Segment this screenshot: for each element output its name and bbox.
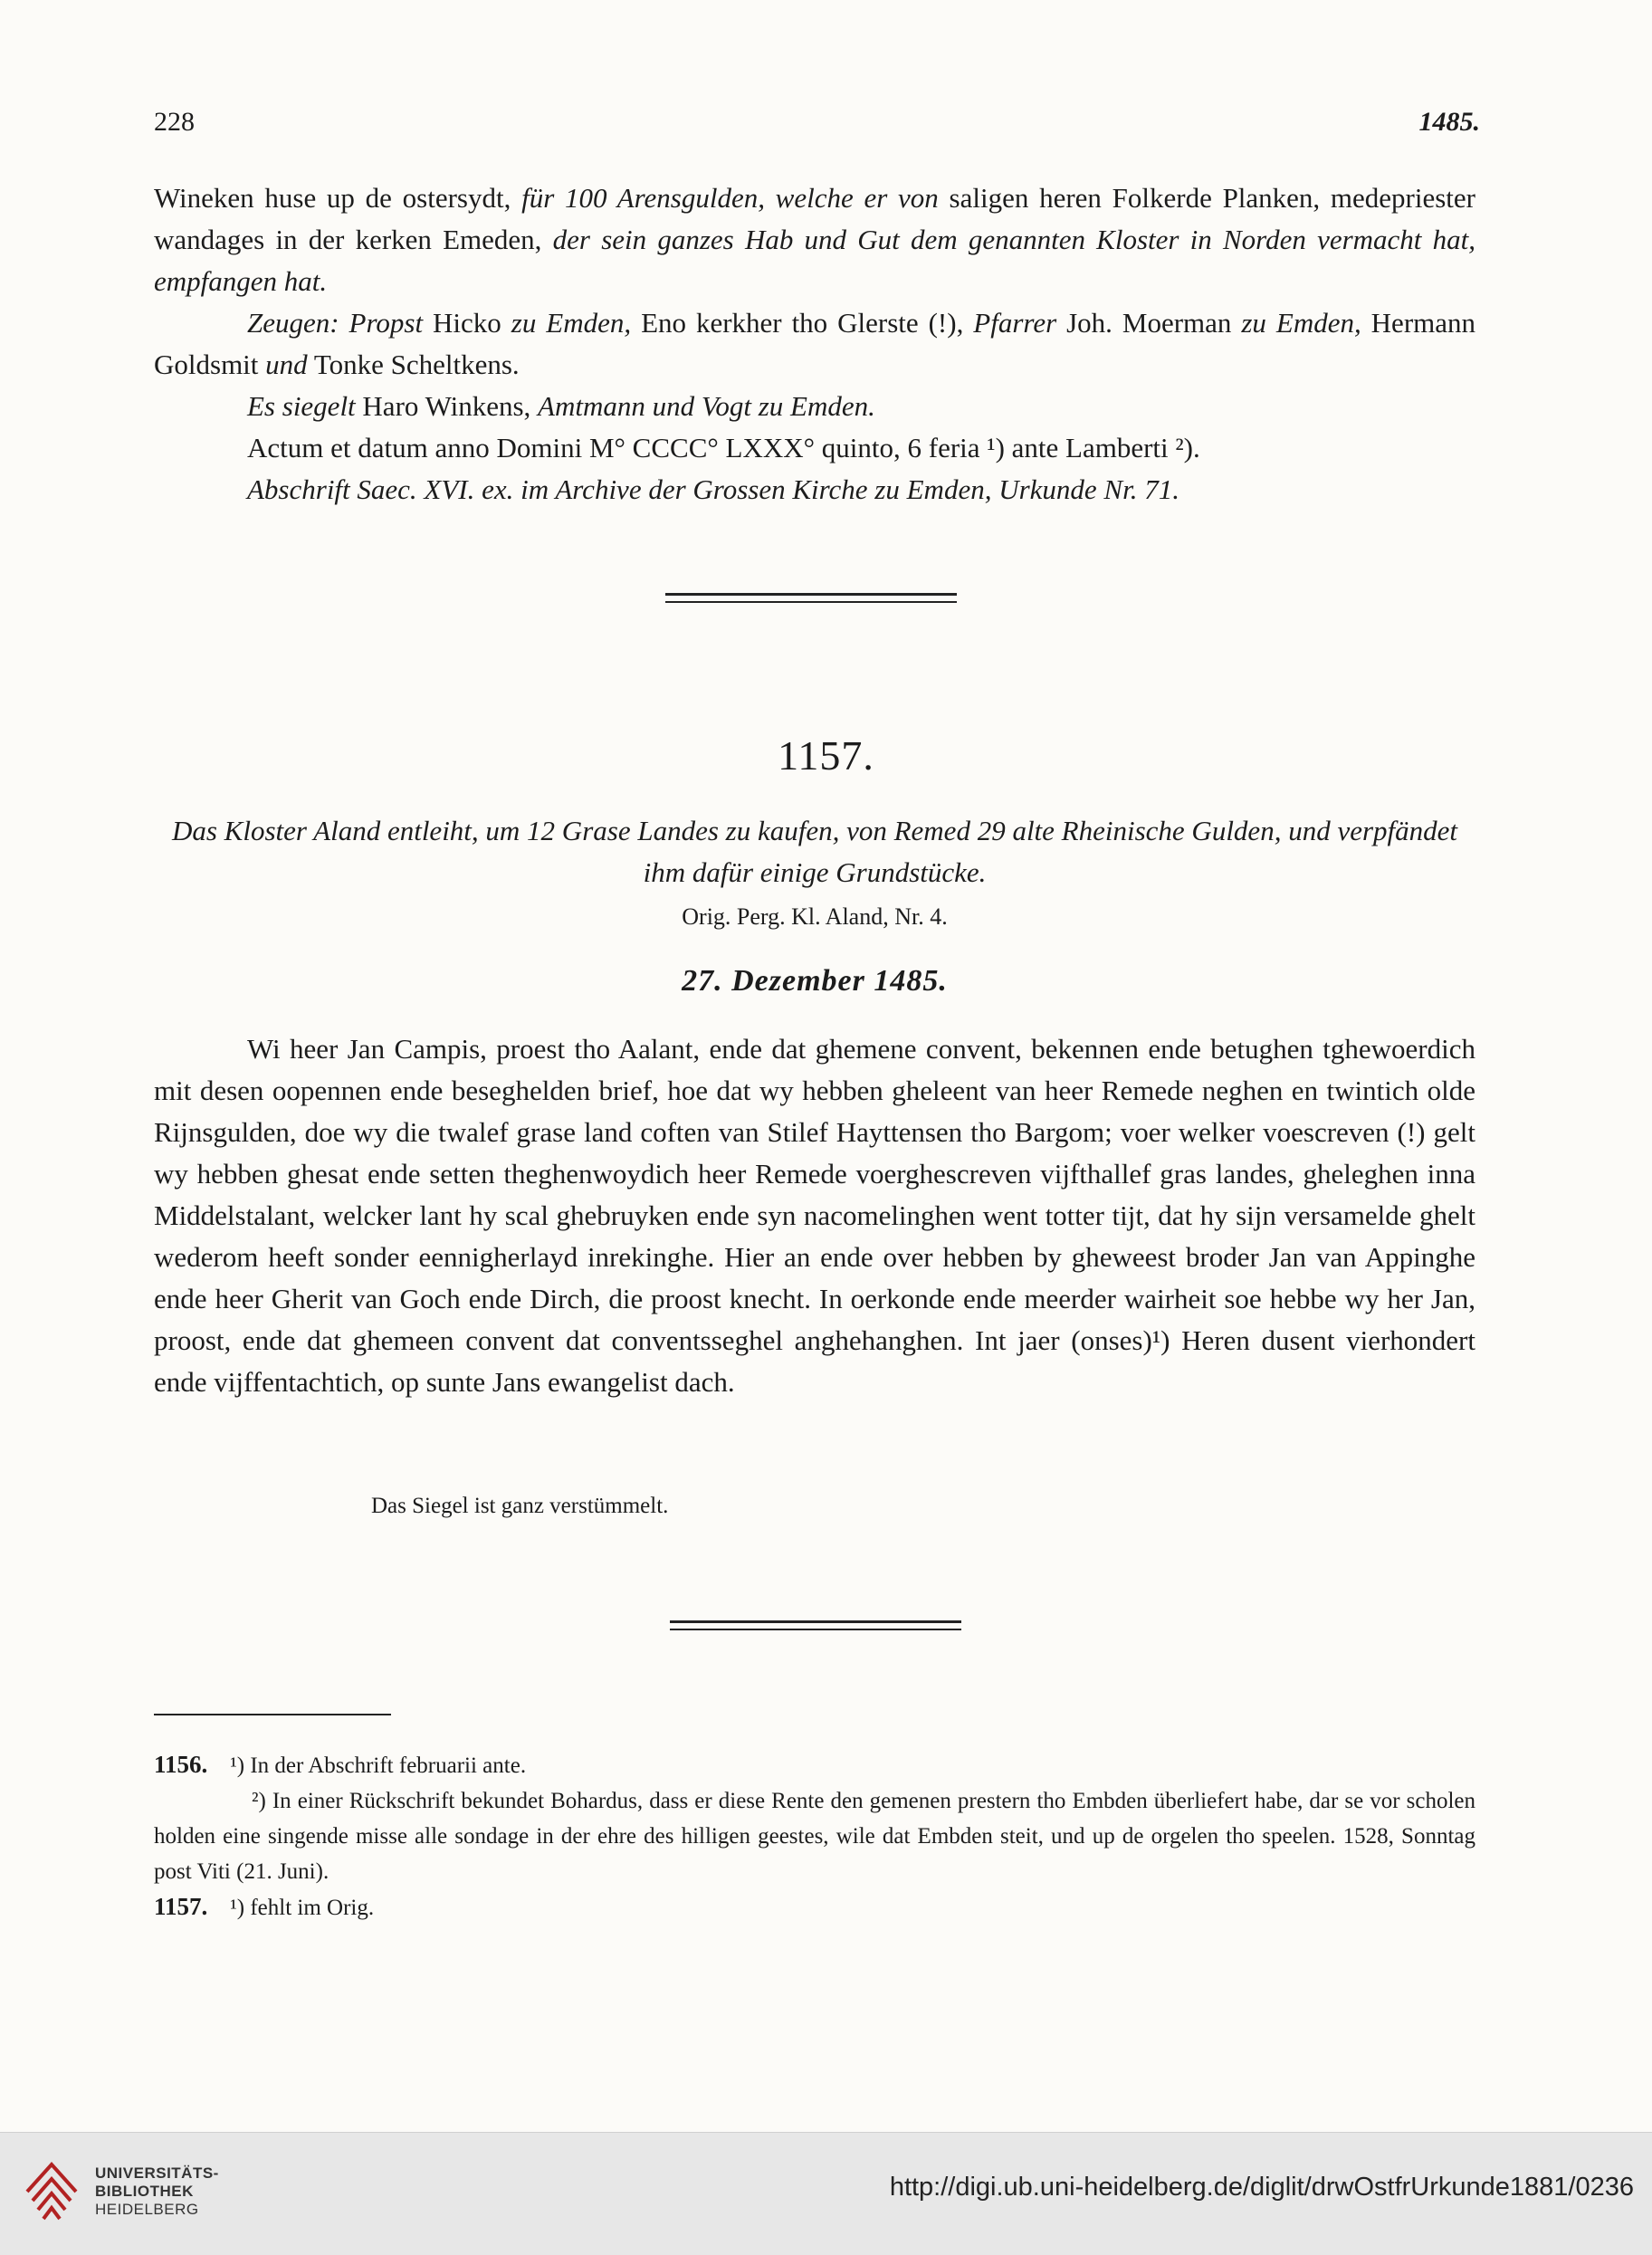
previous-document-text [154,177,1475,511]
text-run: Wineken huse up de ostersydt, [154,182,522,214]
document-date: 27. Dezember 1485. [682,964,948,998]
body-paragraph: Wi heer Jan Campis, proest tho Aalant, ende dat ghemene convent, bekennen ende betughen tghewoerdich mit desen oopennen ende beseghelden brief, hoe dat wy hebben gheleent van heer Remede neghen en twintich olde Rijnsgulden, doe wy die twalef grase land coften van Stilef Hayttensen tho Bargom; voer welker voescreven (!) gelt wy hebben ghesat ende setten theghenwoydich heer Remede voerghescreven vijfthallef gras landes, gheleghen inna Middelstalant, welcker lant hy scal ghebruyken ende syn nacomelinghen went totter tijt, dat hy sijn versamelde ghelt wederom heeft sonder eennigherlayd inrekinghe. Hier an ende over hebben by gheweest broder Jan van Appinghe ende heer Gherit van Goch ende Dirch, die proost knecht. In oerkonde ende meerder wairheit soe hebbe wy her Jan, proost, ende dat ghemeen convent dat conventsseghel anghehanghen. Int jaer (onses)¹) Heren dusent vierhondert ende vijffentachtich, op sunte Jans ewangelist dach. [154,1033,1475,1398]
text-run: Joh. Moerman [1056,307,1242,339]
witnesses-paragraph [154,302,1475,386]
footnote-1156-1 [154,1747,1475,1783]
separator-rule-top-second [665,601,957,603]
text-run: Eno kerkher tho Glerste (!), [631,307,974,339]
italic-run: der sein ganzes Hab und Gut dem genannten Kloster in Norden vermacht hat, empfangen hat. [154,224,1475,297]
text-run: Hicko [423,307,511,339]
page-year: 1485. [1418,107,1480,137]
footnote-text: ¹) In der Abschrift februarii ante. [230,1753,527,1778]
seal-note: Das Siegel ist ganz verstümmelt. [371,1494,669,1518]
separator-rule-bottom [670,1620,961,1623]
italic-run: Es siegelt [247,390,356,422]
document-body [154,1028,1475,1403]
text-run: Hermann Goldsmit [154,307,1476,380]
document-number: 1157. [778,732,874,779]
italic-run: Pfarrer [973,307,1057,339]
footnote-label: 1157. [154,1893,208,1920]
italic-run: und [265,349,308,380]
document-summary: Das Kloster Aland entleiht, um 12 Grase Landes zu kaufen, von Remed 29 alte Rheinische Gulden, und verpfändet ihm dafür einige Grundstücke. [171,815,1458,888]
library-logo-icon [20,2155,83,2226]
italic-run: für 100 Arensgulden, welche er von [521,182,939,214]
library-name [95,2164,219,2219]
italic-run: Amtmann und Vogt zu Emden. [538,390,875,422]
library-footer-bar [0,2132,1652,2255]
text-run: Haro Winkens, [355,390,539,422]
separator-rule-bottom-second [670,1629,961,1630]
footnote-label: 1156. [154,1751,208,1778]
page-number: 228 [154,107,195,137]
footnote-1157-1 [154,1889,1475,1925]
footnote-text: ²) In einer Rückschrift bekundet Bohardus, dass er diese Rente den gemenen prestern tho Embden überliefert habe, dar se vor scholen holden eine singende misse alle sondage in der ehre des hilligen geestes, wile dat Embden steit, und up de orgelen tho speelen. 1528, Sonntag post Viti (21. Juni). [154,1789,1475,1884]
library-name-line: BIBLIOTHEK [95,2183,194,2200]
italic-run: zu Emden, [511,307,632,339]
italic-run: zu Emden, [1241,307,1361,339]
footnotes [154,1747,1475,1925]
prev-paragraph [154,177,1475,302]
text-run: saligen heren Folkerde Planken, medepriester wandages in der kerken Emeden, [154,182,1476,255]
text-run: Tonke Scheltkens. [307,349,520,380]
footnote-text: ¹) fehlt im Orig. [230,1896,375,1920]
actum-paragraph: Actum et datum anno Domini M° CCCC° LXXX° quinto, 6 feria ¹) ante Lamberti ²). [247,432,1200,463]
seal-paragraph [154,386,1475,427]
document-source: Orig. Perg. Kl. Aland, Nr. 4. [682,903,948,930]
italic-run: Zeugen: Propst [247,307,424,339]
library-name-line: HEIDELBERG [95,2201,199,2218]
copy-note [154,469,1475,511]
separator-rule-top [665,593,957,596]
footnote-1156-2 [154,1783,1475,1889]
library-name-line: UNIVERSITÄTS- [95,2164,219,2182]
permalink-url[interactable]: http://digi.ub.uni-heidelberg.de/diglit/drwOstfrUrkunde1881/0236 [889,2173,1634,2202]
italic-run: Abschrift Saec. XVI. ex. im Archive der Grossen Kirche zu Emden, Urkunde Nr. 71. [247,473,1179,505]
footnote-rule [154,1714,391,1715]
